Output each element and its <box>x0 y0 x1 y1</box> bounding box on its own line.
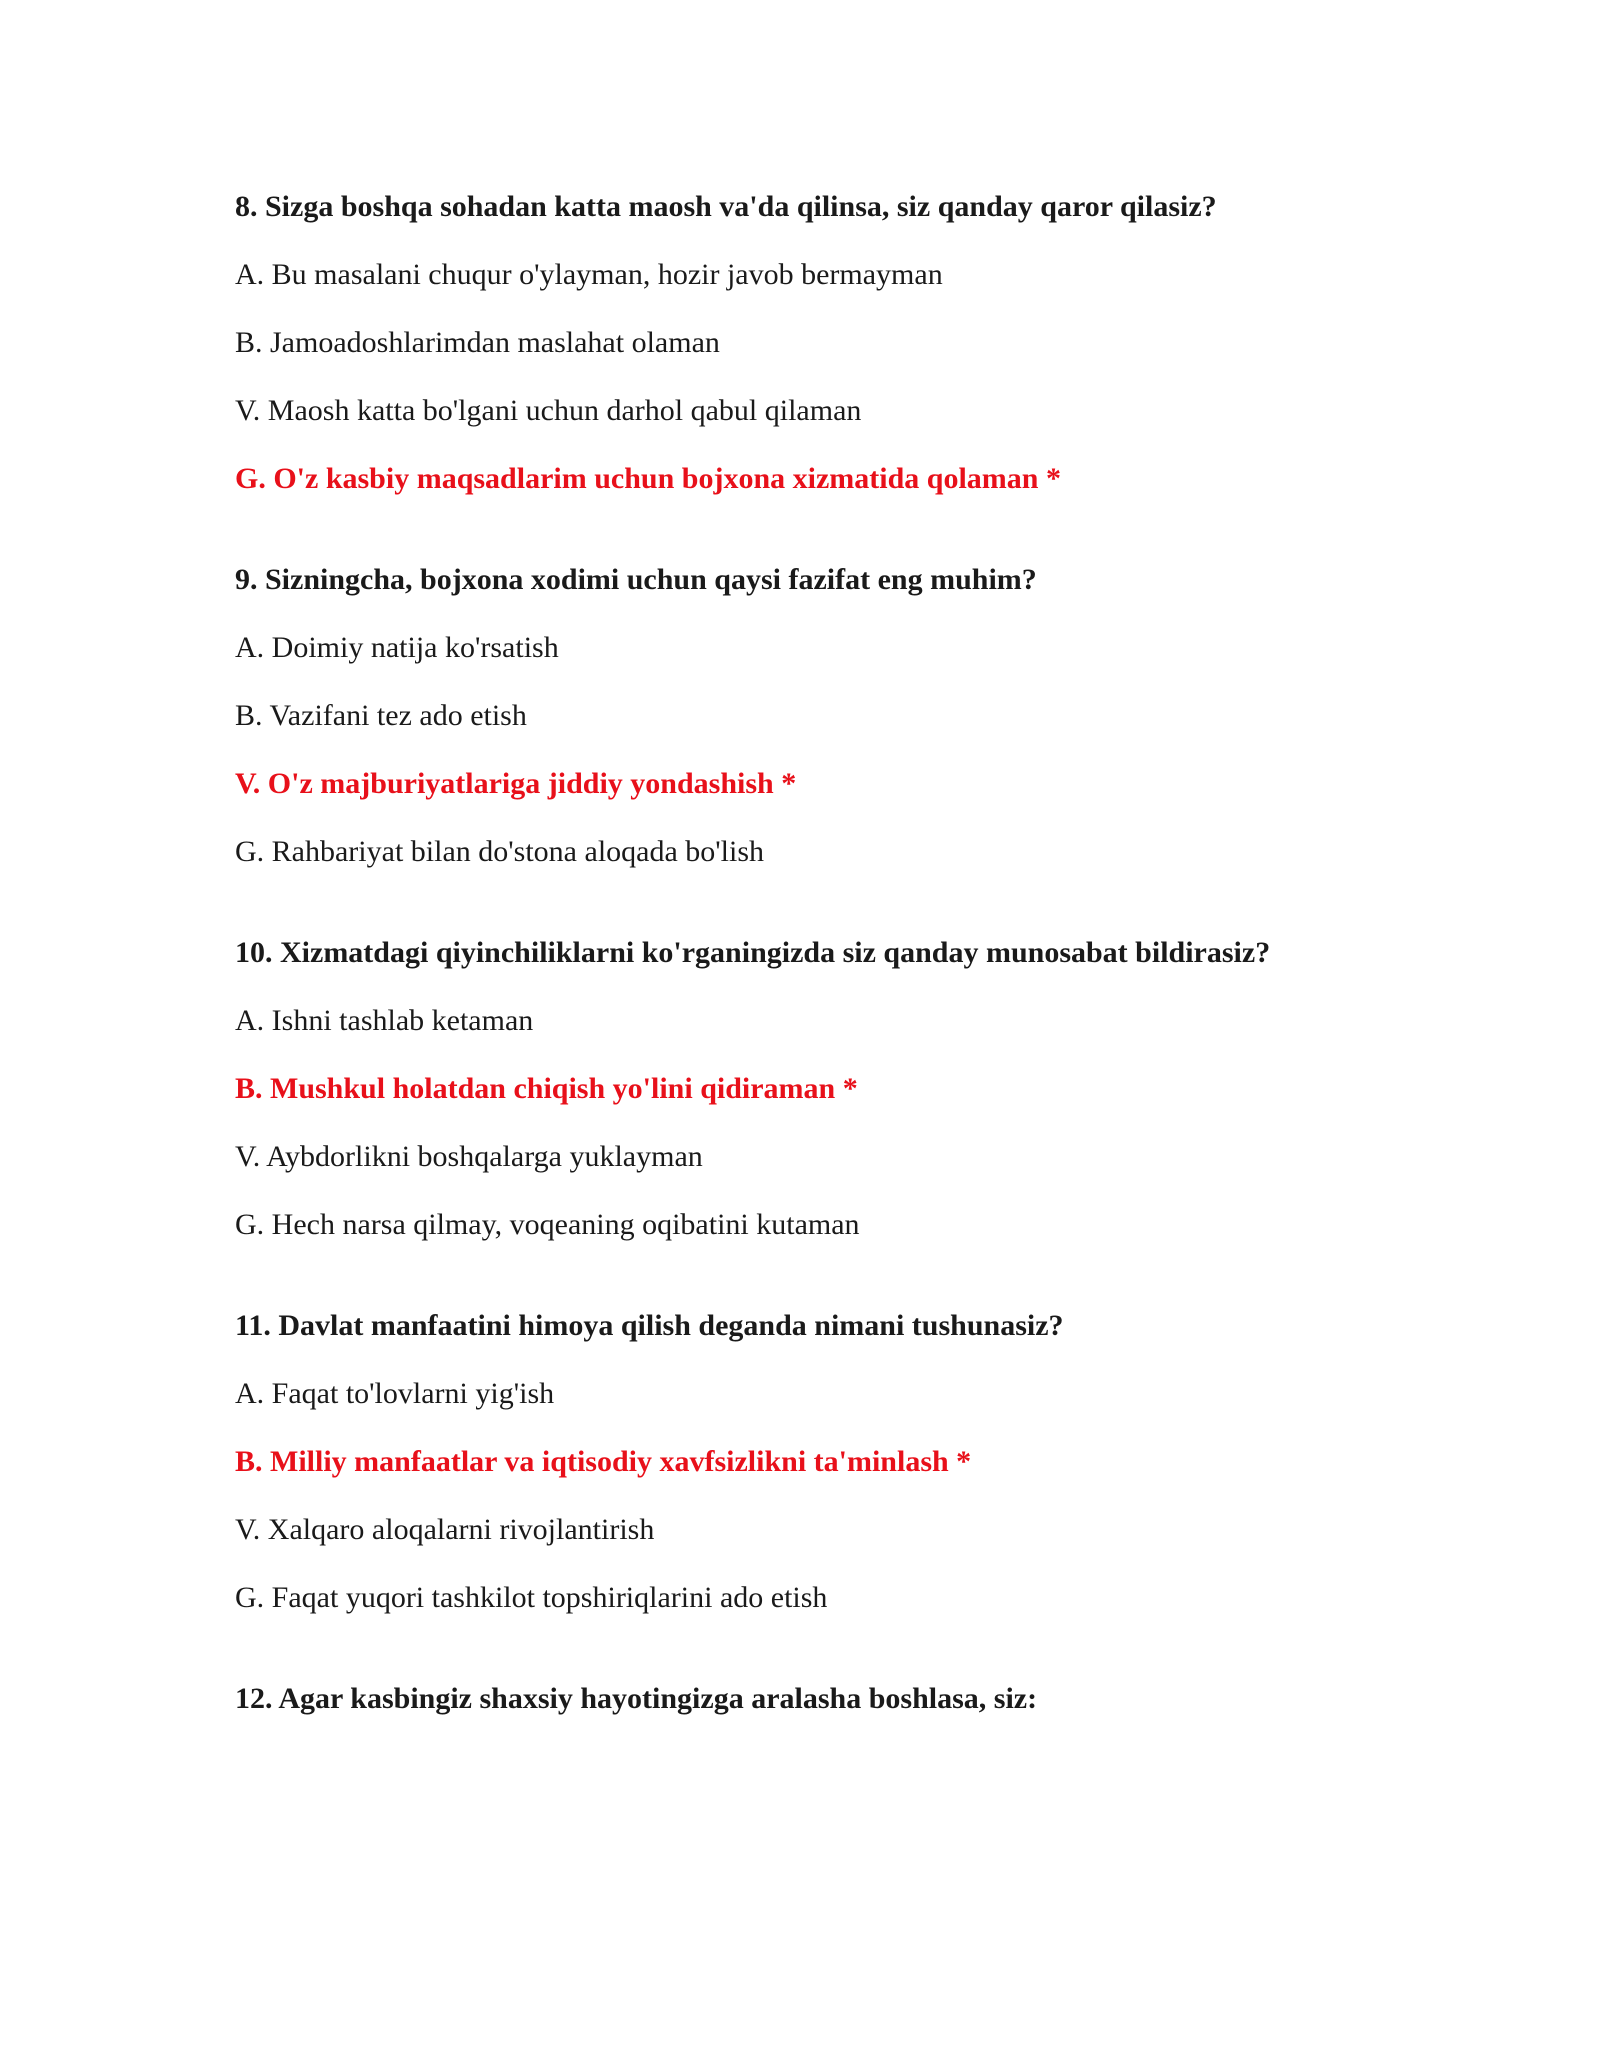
answer-option: V. Xalqaro aloqalarni rivojlantirish <box>235 1513 655 1546</box>
answer-option: A. Ishni tashlab ketaman <box>235 1004 534 1037</box>
answer-option: G. Rahbariyat bilan do'stona aloqada bo'lish <box>235 835 765 868</box>
question-block-9 <box>235 563 1415 869</box>
question-text: 10. Xizmatdagi qiyinchiliklarni ko'rganingizda siz qanday munosabat bildirasiz? <box>235 936 1271 969</box>
answer-option: V. Aybdorlikni boshqalarga yuklayman <box>235 1140 703 1173</box>
answer-option: G. Hech narsa qilmay, voqeaning oqibatini kutaman <box>235 1208 860 1241</box>
question-block-8 <box>235 190 1415 496</box>
question-block-10 <box>235 936 1415 1242</box>
answer-option: B. Jamoadoshlarimdan maslahat olaman <box>235 326 720 359</box>
answer-option: A. Bu masalani chuqur o'ylayman, hozir javob bermayman <box>235 258 943 291</box>
document-page <box>235 190 1415 1783</box>
question-text: 11. Davlat manfaatini himoya qilish deganda nimani tushunasiz? <box>235 1309 1064 1342</box>
answer-option: A. Faqat to'lovlarni yig'ish <box>235 1377 555 1410</box>
question-block-12 <box>235 1682 1415 1716</box>
correct-answer-option: B. Milliy manfaatlar va iqtisodiy xavfsizlikni ta'minlash * <box>235 1445 972 1478</box>
question-text: 8. Sizga boshqa sohadan katta maosh va'da qilinsa, siz qanday qaror qilasiz? <box>235 190 1217 223</box>
answer-option: B. Vazifani tez ado etish <box>235 699 527 732</box>
answer-option: G. Faqat yuqori tashkilot topshiriqlarini ado etish <box>235 1581 828 1614</box>
answer-option: V. Maosh katta bo'lgani uchun darhol qabul qilaman <box>235 394 862 427</box>
question-text: 9. Sizningcha, bojxona xodimi uchun qaysi fazifat eng muhim? <box>235 563 1037 596</box>
correct-answer-option: V. O'z majburiyatlariga jiddiy yondashish * <box>235 767 797 800</box>
correct-answer-option: G. O'z kasbiy maqsadlarim uchun bojxona xizmatida qolaman * <box>235 462 1061 495</box>
answer-option: A. Doimiy natija ko'rsatish <box>235 631 559 664</box>
question-block-11 <box>235 1309 1415 1615</box>
question-text: 12. Agar kasbingiz shaxsiy hayotingizga aralasha boshlasa, siz: <box>235 1682 1038 1715</box>
correct-answer-option: B. Mushkul holatdan chiqish yo'lini qidiraman * <box>235 1072 858 1105</box>
